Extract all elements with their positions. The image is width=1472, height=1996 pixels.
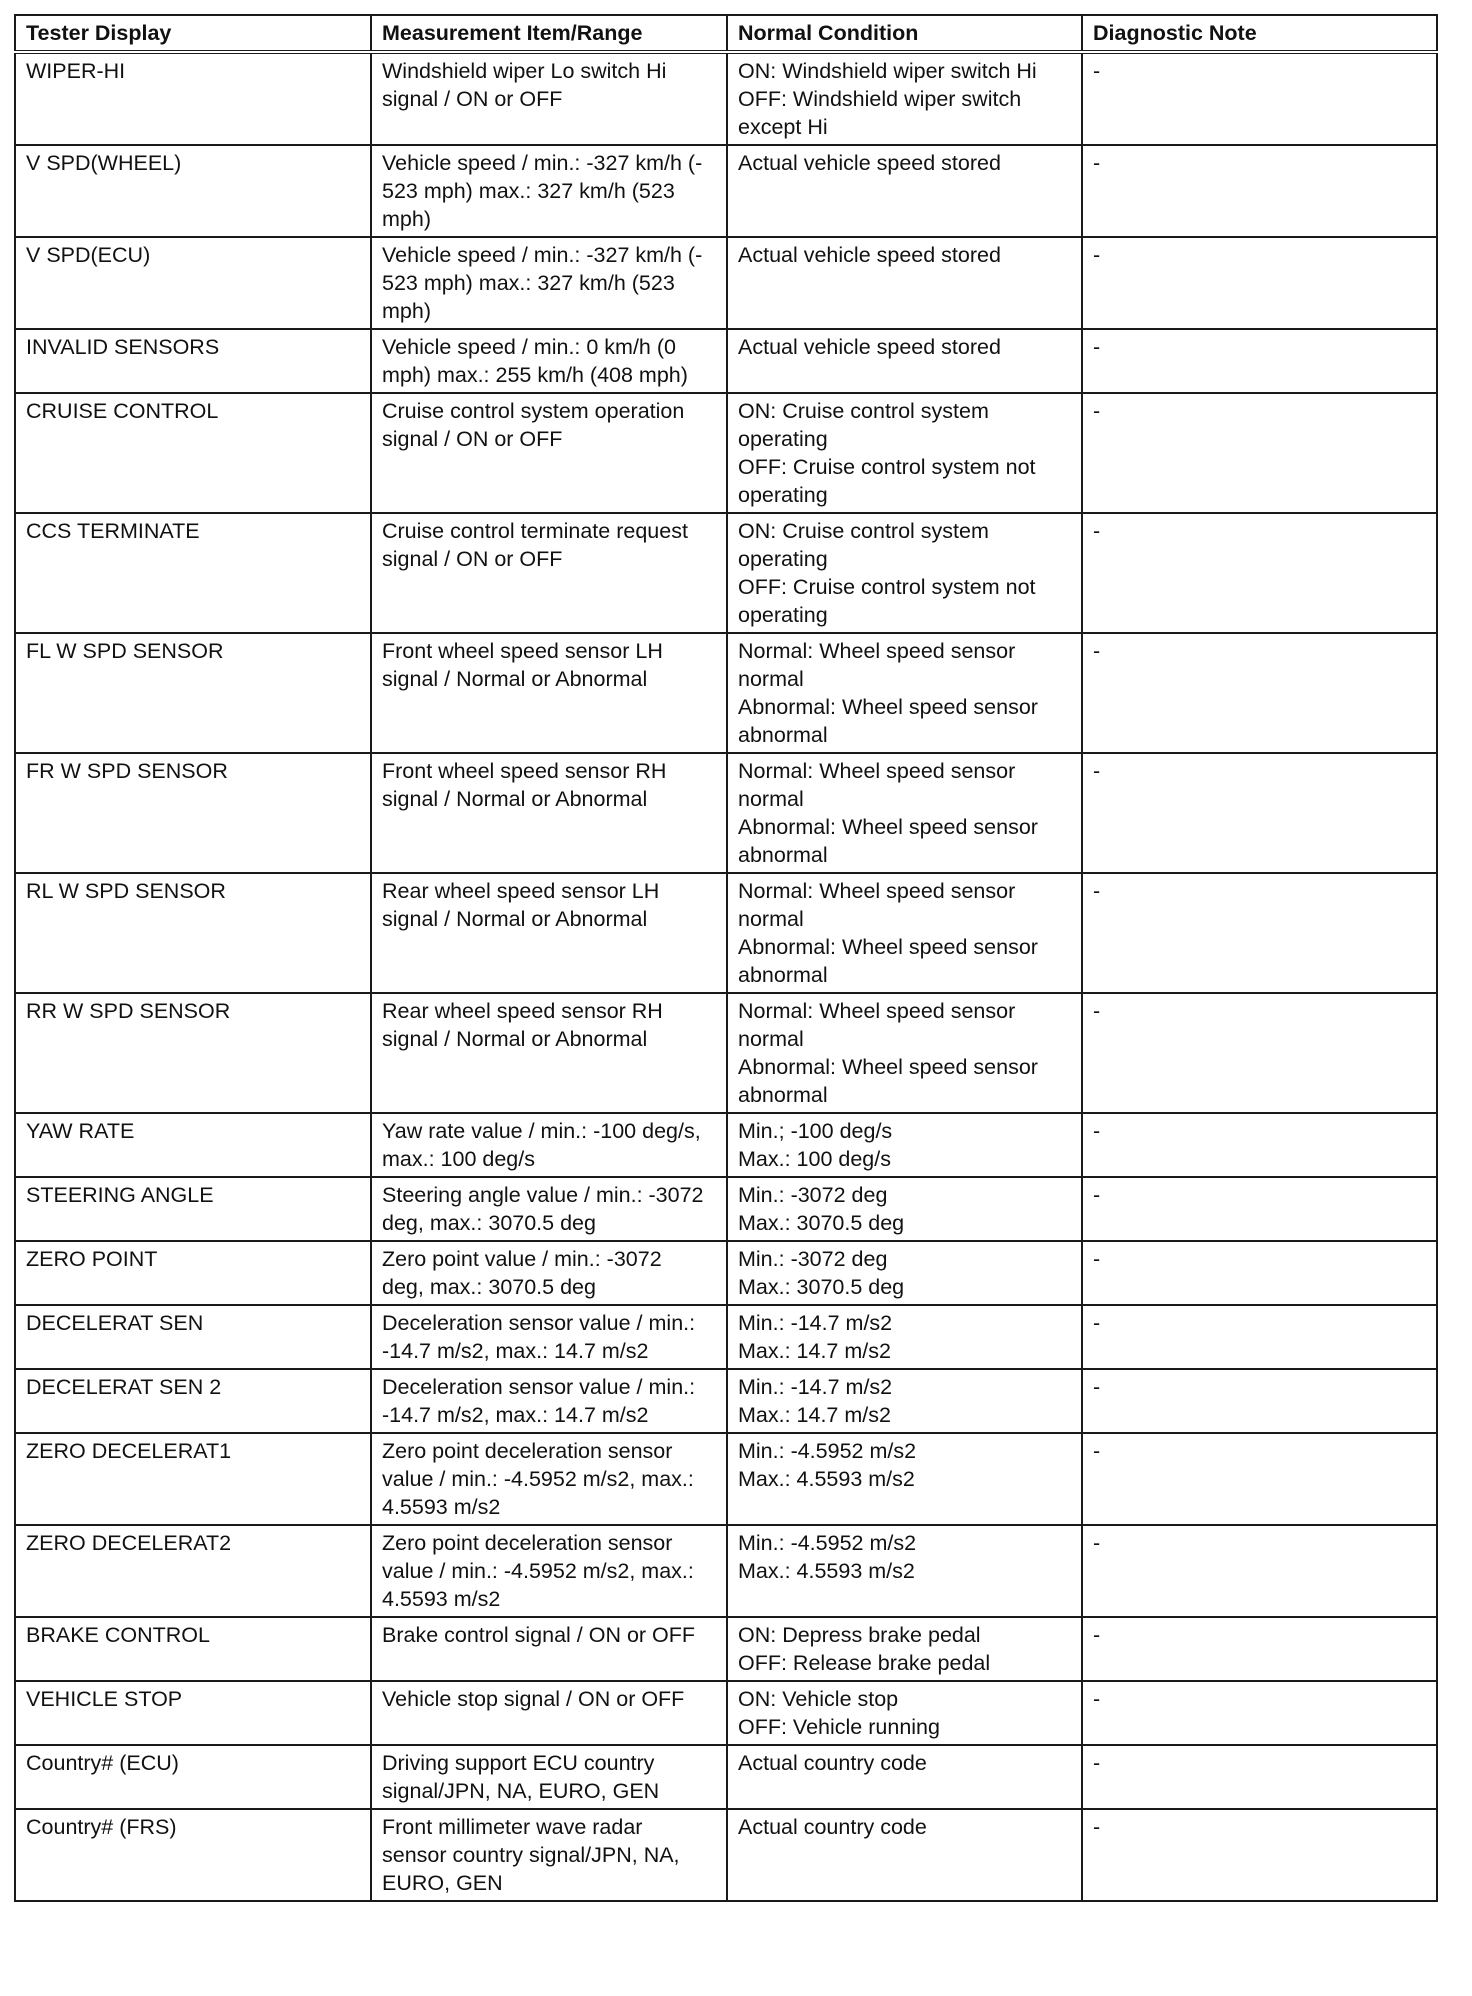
- cell-tester-display: DECELERAT SEN: [15, 1305, 371, 1369]
- cell-tester-display: RL W SPD SENSOR: [15, 873, 371, 993]
- table-row: [15, 237, 1437, 329]
- cell-normal-condition: ON: Vehicle stop OFF: Vehicle running: [727, 1681, 1082, 1745]
- cell-tester-display: FR W SPD SENSOR: [15, 753, 371, 873]
- table-row: [15, 993, 1437, 1113]
- cell-normal-condition: Min.: -3072 deg Max.: 3070.5 deg: [727, 1177, 1082, 1241]
- cell-normal-condition: ON: Depress brake pedal OFF: Release brake pedal: [727, 1617, 1082, 1681]
- cell-tester-display: Country# (ECU): [15, 1745, 371, 1809]
- cell-measurement: Rear wheel speed sensor LH signal / Normal or Abnormal: [371, 873, 727, 993]
- cell-normal-condition: ON: Windshield wiper switch Hi OFF: Windshield wiper switch except Hi: [727, 52, 1082, 145]
- cell-normal-condition: Normal: Wheel speed sensor normal Abnormal: Wheel speed sensor abnormal: [727, 873, 1082, 993]
- cell-diagnostic-note: -: [1082, 52, 1437, 145]
- cell-measurement: Front wheel speed sensor RH signal / Normal or Abnormal: [371, 753, 727, 873]
- cell-measurement: Zero point deceleration sensor value / min.: -4.5952 m/s2, max.: 4.5593 m/s2: [371, 1433, 727, 1525]
- table-row: [15, 1369, 1437, 1433]
- table-row: [15, 1305, 1437, 1369]
- cell-measurement: Front wheel speed sensor LH signal / Normal or Abnormal: [371, 633, 727, 753]
- cell-measurement: Cruise control terminate request signal / ON or OFF: [371, 513, 727, 633]
- header-tester-display: Tester Display: [15, 15, 371, 52]
- table-row: [15, 873, 1437, 993]
- cell-measurement: Zero point deceleration sensor value / min.: -4.5952 m/s2, max.: 4.5593 m/s2: [371, 1525, 727, 1617]
- cell-measurement: Yaw rate value / min.: -100 deg/s, max.: 100 deg/s: [371, 1113, 727, 1177]
- cell-diagnostic-note: -: [1082, 393, 1437, 513]
- cell-normal-condition: ON: Cruise control system operating OFF: Cruise control system not operating: [727, 513, 1082, 633]
- cell-normal-condition: Min.: -14.7 m/s2 Max.: 14.7 m/s2: [727, 1305, 1082, 1369]
- cell-tester-display: V SPD(WHEEL): [15, 145, 371, 237]
- header-normal-condition: Normal Condition: [727, 15, 1082, 52]
- cell-tester-display: Country# (FRS): [15, 1809, 371, 1901]
- table-row: [15, 1433, 1437, 1525]
- table-row: [15, 1681, 1437, 1745]
- table-row: [15, 329, 1437, 393]
- table-row: [15, 513, 1437, 633]
- cell-normal-condition: Actual vehicle speed stored: [727, 145, 1082, 237]
- cell-diagnostic-note: -: [1082, 145, 1437, 237]
- cell-tester-display: DECELERAT SEN 2: [15, 1369, 371, 1433]
- cell-measurement: Steering angle value / min.: -3072 deg, max.: 3070.5 deg: [371, 1177, 727, 1241]
- cell-diagnostic-note: -: [1082, 993, 1437, 1113]
- cell-measurement: Driving support ECU country signal/JPN, NA, EURO, GEN: [371, 1745, 727, 1809]
- table-row: [15, 145, 1437, 237]
- data-list-table: [14, 14, 1438, 1902]
- table-row: [15, 1745, 1437, 1809]
- cell-tester-display: INVALID SENSORS: [15, 329, 371, 393]
- cell-tester-display: ZERO DECELERAT2: [15, 1525, 371, 1617]
- cell-diagnostic-note: -: [1082, 1241, 1437, 1305]
- cell-normal-condition: Min.: -3072 deg Max.: 3070.5 deg: [727, 1241, 1082, 1305]
- cell-measurement: Vehicle stop signal / ON or OFF: [371, 1681, 727, 1745]
- cell-diagnostic-note: -: [1082, 1745, 1437, 1809]
- cell-measurement: Vehicle speed / min.: -327 km/h (- 523 mph) max.: 327 km/h (523 mph): [371, 237, 727, 329]
- table-row: [15, 1241, 1437, 1305]
- table-row: [15, 393, 1437, 513]
- cell-tester-display: CCS TERMINATE: [15, 513, 371, 633]
- cell-diagnostic-note: -: [1082, 237, 1437, 329]
- table-row: [15, 1177, 1437, 1241]
- table-row: [15, 52, 1437, 145]
- cell-measurement: Front millimeter wave radar sensor country signal/JPN, NA, EURO, GEN: [371, 1809, 727, 1901]
- cell-measurement: Zero point value / min.: -3072 deg, max.: 3070.5 deg: [371, 1241, 727, 1305]
- cell-measurement: Brake control signal / ON or OFF: [371, 1617, 727, 1681]
- cell-measurement: Vehicle speed / min.: -327 km/h (- 523 mph) max.: 327 km/h (523 mph): [371, 145, 727, 237]
- cell-diagnostic-note: -: [1082, 753, 1437, 873]
- cell-measurement: Windshield wiper Lo switch Hi signal / ON or OFF: [371, 52, 727, 145]
- table-row: [15, 1525, 1437, 1617]
- table-row: [15, 753, 1437, 873]
- cell-normal-condition: Min.: -14.7 m/s2 Max.: 14.7 m/s2: [727, 1369, 1082, 1433]
- cell-normal-condition: Actual country code: [727, 1809, 1082, 1901]
- cell-normal-condition: Normal: Wheel speed sensor normal Abnormal: Wheel speed sensor abnormal: [727, 993, 1082, 1113]
- cell-diagnostic-note: -: [1082, 1369, 1437, 1433]
- cell-measurement: Deceleration sensor value / min.: -14.7 m/s2, max.: 14.7 m/s2: [371, 1305, 727, 1369]
- cell-tester-display: ZERO DECELERAT1: [15, 1433, 371, 1525]
- cell-diagnostic-note: -: [1082, 1113, 1437, 1177]
- table-body: [15, 52, 1437, 1901]
- cell-normal-condition: ON: Cruise control system operating OFF: Cruise control system not operating: [727, 393, 1082, 513]
- cell-tester-display: ZERO POINT: [15, 1241, 371, 1305]
- cell-measurement: Vehicle speed / min.: 0 km/h (0 mph) max.: 255 km/h (408 mph): [371, 329, 727, 393]
- cell-normal-condition: Normal: Wheel speed sensor normal Abnormal: Wheel speed sensor abnormal: [727, 633, 1082, 753]
- cell-normal-condition: Actual vehicle speed stored: [727, 237, 1082, 329]
- cell-diagnostic-note: -: [1082, 513, 1437, 633]
- header-diagnostic-note: Diagnostic Note: [1082, 15, 1437, 52]
- cell-tester-display: YAW RATE: [15, 1113, 371, 1177]
- cell-diagnostic-note: -: [1082, 1681, 1437, 1745]
- cell-measurement: Cruise control system operation signal / ON or OFF: [371, 393, 727, 513]
- cell-tester-display: CRUISE CONTROL: [15, 393, 371, 513]
- cell-tester-display: RR W SPD SENSOR: [15, 993, 371, 1113]
- cell-measurement: Deceleration sensor value / min.: -14.7 m/s2, max.: 14.7 m/s2: [371, 1369, 727, 1433]
- cell-tester-display: BRAKE CONTROL: [15, 1617, 371, 1681]
- cell-tester-display: VEHICLE STOP: [15, 1681, 371, 1745]
- cell-diagnostic-note: -: [1082, 329, 1437, 393]
- cell-diagnostic-note: -: [1082, 1809, 1437, 1901]
- cell-normal-condition: Min.; -100 deg/s Max.: 100 deg/s: [727, 1113, 1082, 1177]
- cell-diagnostic-note: -: [1082, 633, 1437, 753]
- cell-normal-condition: Normal: Wheel speed sensor normal Abnormal: Wheel speed sensor abnormal: [727, 753, 1082, 873]
- cell-tester-display: FL W SPD SENSOR: [15, 633, 371, 753]
- cell-normal-condition: Actual vehicle speed stored: [727, 329, 1082, 393]
- cell-diagnostic-note: -: [1082, 1305, 1437, 1369]
- cell-normal-condition: Min.: -4.5952 m/s2 Max.: 4.5593 m/s2: [727, 1433, 1082, 1525]
- cell-tester-display: STEERING ANGLE: [15, 1177, 371, 1241]
- cell-tester-display: WIPER-HI: [15, 52, 371, 145]
- cell-diagnostic-note: -: [1082, 1433, 1437, 1525]
- cell-tester-display: V SPD(ECU): [15, 237, 371, 329]
- cell-measurement: Rear wheel speed sensor RH signal / Normal or Abnormal: [371, 993, 727, 1113]
- table-row: [15, 633, 1437, 753]
- cell-normal-condition: Min.: -4.5952 m/s2 Max.: 4.5593 m/s2: [727, 1525, 1082, 1617]
- header-measurement-item-range: Measurement Item/Range: [371, 15, 727, 52]
- table-row: [15, 1113, 1437, 1177]
- cell-normal-condition: Actual country code: [727, 1745, 1082, 1809]
- table-row: [15, 1617, 1437, 1681]
- cell-diagnostic-note: -: [1082, 1525, 1437, 1617]
- table-row: [15, 1809, 1437, 1901]
- cell-diagnostic-note: -: [1082, 873, 1437, 993]
- cell-diagnostic-note: -: [1082, 1177, 1437, 1241]
- table-header-row: [15, 15, 1437, 52]
- cell-diagnostic-note: -: [1082, 1617, 1437, 1681]
